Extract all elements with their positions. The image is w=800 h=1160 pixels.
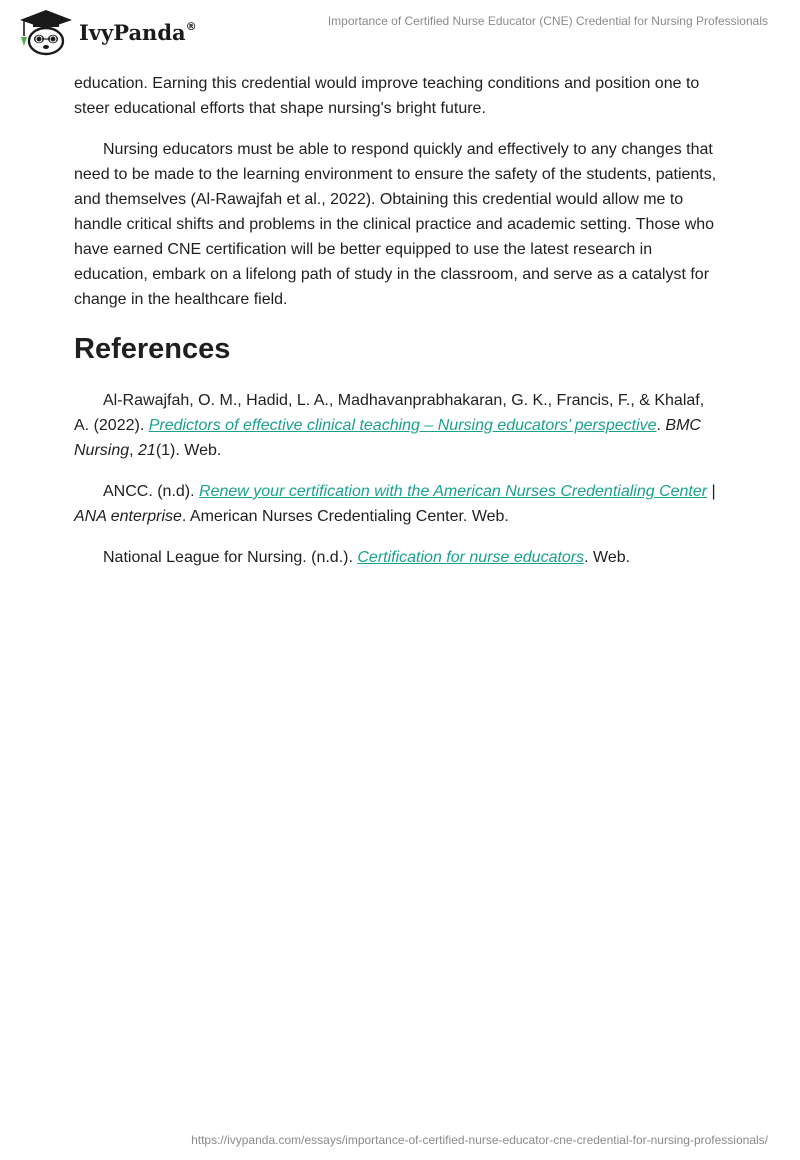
brand-text: IvyPanda <box>79 20 186 45</box>
footer-source-url: https://ivypanda.com/essays/importance-of-certified-nurse-educator-cne-credential-for-nursing-professionals/ <box>191 1133 768 1147</box>
reference-authors: ANCC. (n.d). <box>103 483 200 500</box>
reference-link[interactable]: Renew your certification with the American Nurses Credentialing Center <box>199 483 708 500</box>
document-body <box>74 71 722 586</box>
registered-mark: ® <box>185 20 197 33</box>
reference-separator: , <box>129 442 139 459</box>
reference-link[interactable]: Predictors of effective clinical teaching – Nursing educators’ perspective <box>148 417 657 434</box>
reference-suffix: . Web. <box>584 549 631 566</box>
reference-volume: 21 <box>138 442 156 459</box>
reference-separator: | <box>707 483 716 500</box>
references-heading: References <box>74 333 231 365</box>
reference-journal: BMC Nursing <box>74 417 701 459</box>
reference-authors: Al-Rawajfah, O. M., Hadid, L. A., Madhavanprabhakaran, G. K., Francis, F., & Khalaf, A. (2022). <box>74 392 705 434</box>
reference-publisher: ANA enterprise <box>74 508 182 525</box>
page-header <box>0 0 800 62</box>
body-paragraph-1: education. Earning this credential would improve teaching conditions and position one to steer educational efforts that shape nursing's bright future. <box>74 75 700 117</box>
reference-separator: . <box>656 417 666 434</box>
body-paragraph-2: Nursing educators must be able to respond quickly and effectively to any changes that need to be made to the learning environment to ensure the safety of the students, patients, and themselves (Al-Rawajfah et al., 2022). Obtaining this credential would allow me to handle critical shifts and problems in the clinical practice and academic setting. Those who have earned CNE certification will be better equipped to use the latest research in education, embark on a lifelong path of study in the classroom, and serve as a catalyst for change in the healthcare field. <box>74 141 717 308</box>
panda-logo-icon[interactable] <box>14 8 74 56</box>
reference-link[interactable]: Certification for nurse educators <box>357 549 585 566</box>
brand-name[interactable] <box>79 20 197 45</box>
reference-item <box>74 545 722 570</box>
reference-item <box>74 388 722 463</box>
reference-authors: National League for Nursing. (n.d.). <box>103 549 358 566</box>
reference-item <box>74 479 722 529</box>
reference-suffix: (1). Web. <box>155 442 222 459</box>
reference-suffix: . American Nurses Credentialing Center. Web. <box>181 508 509 525</box>
document-title: Importance of Certified Nurse Educator (CNE) Credential for Nursing Professionals <box>327 14 768 28</box>
